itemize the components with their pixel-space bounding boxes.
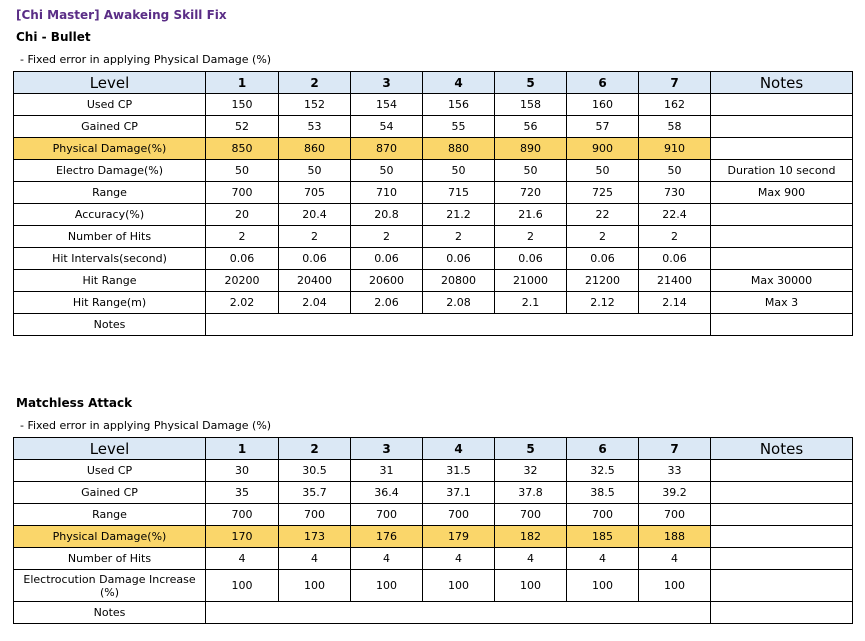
table-row — [14, 526, 853, 548]
row-label: Accuracy(%) — [14, 204, 206, 226]
table-row — [14, 94, 853, 116]
row-value: 100 — [639, 570, 711, 602]
row-value: 100 — [351, 570, 423, 602]
row-value: 57 — [567, 116, 639, 138]
row-value: 100 — [567, 570, 639, 602]
row-value: 170 — [206, 526, 279, 548]
row-value: 37.1 — [423, 482, 495, 504]
table-row — [14, 182, 853, 204]
row-value: 50 — [495, 160, 567, 182]
row-label: Electrocution Damage Increase (%) — [14, 570, 206, 602]
row-value: 32 — [495, 460, 567, 482]
skill-table — [13, 437, 853, 624]
row-value: 730 — [639, 182, 711, 204]
header-level-1: 1 — [206, 438, 279, 460]
row-value: 156 — [423, 94, 495, 116]
header-level-4: 4 — [423, 72, 495, 94]
row-value: 154 — [351, 94, 423, 116]
header-level-5: 5 — [495, 438, 567, 460]
row-note — [711, 504, 853, 526]
row-value: 160 — [567, 94, 639, 116]
row-value: 2.04 — [279, 292, 351, 314]
header-level: Level — [14, 438, 206, 460]
row-value: 30 — [206, 460, 279, 482]
row-value: 58 — [639, 116, 711, 138]
row-value: 50 — [206, 160, 279, 182]
row-value: 20400 — [279, 270, 351, 292]
table-row — [14, 482, 853, 504]
row-value: 715 — [423, 182, 495, 204]
row-value: 4 — [351, 548, 423, 570]
page-title: [Chi Master] Awakeing Skill Fix — [16, 8, 227, 22]
row-value: 2.12 — [567, 292, 639, 314]
table-row — [14, 292, 853, 314]
row-value: 2 — [423, 226, 495, 248]
row-note — [711, 138, 853, 160]
row-value: 176 — [351, 526, 423, 548]
row-value: 705 — [279, 182, 351, 204]
table-row — [14, 504, 853, 526]
section-title: Matchless Attack — [16, 396, 133, 410]
notes-row-extra — [711, 314, 853, 336]
header-row — [14, 72, 853, 94]
row-value: 4 — [639, 548, 711, 570]
row-value: 4 — [567, 548, 639, 570]
row-value: 20.4 — [279, 204, 351, 226]
table-row — [14, 270, 853, 292]
row-value: 0.06 — [279, 248, 351, 270]
row-value: 2 — [639, 226, 711, 248]
row-value: 50 — [639, 160, 711, 182]
row-value: 700 — [206, 504, 279, 526]
row-value: 20 — [206, 204, 279, 226]
row-value: 150 — [206, 94, 279, 116]
row-value: 2 — [495, 226, 567, 248]
row-value: 22 — [567, 204, 639, 226]
row-label: Hit Range(m) — [14, 292, 206, 314]
row-note — [711, 94, 853, 116]
row-value: 32.5 — [567, 460, 639, 482]
row-value: 33 — [639, 460, 711, 482]
row-value: 0.06 — [206, 248, 279, 270]
row-value: 20200 — [206, 270, 279, 292]
row-value: 38.5 — [567, 482, 639, 504]
row-note — [711, 548, 853, 570]
row-value: 31.5 — [423, 460, 495, 482]
row-value: 2.08 — [423, 292, 495, 314]
row-value: 50 — [423, 160, 495, 182]
notes-row-extra — [711, 602, 853, 624]
section-note: - Fixed error in applying Physical Damage (%) — [20, 419, 272, 432]
row-value: 890 — [495, 138, 567, 160]
row-value: 2.1 — [495, 292, 567, 314]
row-value: 0.06 — [639, 248, 711, 270]
row-value: 20800 — [423, 270, 495, 292]
table-row — [14, 570, 853, 602]
row-value: 710 — [351, 182, 423, 204]
row-value: 725 — [567, 182, 639, 204]
row-value: 100 — [495, 570, 567, 602]
row-value: 21000 — [495, 270, 567, 292]
table-row — [14, 116, 853, 138]
row-value: 50 — [567, 160, 639, 182]
row-value: 36.4 — [351, 482, 423, 504]
row-value: 700 — [639, 504, 711, 526]
notes-row-content — [206, 314, 711, 336]
row-value: 188 — [639, 526, 711, 548]
row-label: Gained CP — [14, 482, 206, 504]
row-value: 35.7 — [279, 482, 351, 504]
table-row — [14, 160, 853, 182]
row-value: 21.2 — [423, 204, 495, 226]
row-label: Hit Range — [14, 270, 206, 292]
row-value: 52 — [206, 116, 279, 138]
row-value: 182 — [495, 526, 567, 548]
row-value: 21200 — [567, 270, 639, 292]
row-value: 700 — [423, 504, 495, 526]
table-row — [14, 226, 853, 248]
row-label: Used CP — [14, 460, 206, 482]
row-value: 700 — [495, 504, 567, 526]
row-label: Physical Damage(%) — [14, 138, 206, 160]
row-note: Duration 10 second — [711, 160, 853, 182]
row-value: 179 — [423, 526, 495, 548]
row-label: Range — [14, 504, 206, 526]
row-value: 700 — [567, 504, 639, 526]
row-value: 20.8 — [351, 204, 423, 226]
row-value: 700 — [206, 182, 279, 204]
row-note: Max 3 — [711, 292, 853, 314]
row-label: Number of Hits — [14, 548, 206, 570]
row-value: 900 — [567, 138, 639, 160]
row-value: 50 — [279, 160, 351, 182]
row-note — [711, 248, 853, 270]
row-value: 4 — [495, 548, 567, 570]
row-note: Max 30000 — [711, 270, 853, 292]
header-level-5: 5 — [495, 72, 567, 94]
row-note — [711, 226, 853, 248]
header-notes: Notes — [711, 72, 853, 94]
row-value: 4 — [423, 548, 495, 570]
row-value: 100 — [423, 570, 495, 602]
header-level-3: 3 — [351, 72, 423, 94]
row-value: 31 — [351, 460, 423, 482]
row-value: 22.4 — [639, 204, 711, 226]
header-notes: Notes — [711, 438, 853, 460]
row-value: 56 — [495, 116, 567, 138]
row-label: Number of Hits — [14, 226, 206, 248]
row-value: 4 — [206, 548, 279, 570]
row-value: 850 — [206, 138, 279, 160]
notes-row-label: Notes — [14, 602, 206, 624]
header-level-4: 4 — [423, 438, 495, 460]
row-value: 152 — [279, 94, 351, 116]
row-value: 100 — [279, 570, 351, 602]
notes-row-content — [206, 602, 711, 624]
row-value: 54 — [351, 116, 423, 138]
row-note — [711, 482, 853, 504]
header-level: Level — [14, 72, 206, 94]
row-note: Max 900 — [711, 182, 853, 204]
row-value: 2.06 — [351, 292, 423, 314]
row-label: Used CP — [14, 94, 206, 116]
header-level-6: 6 — [567, 438, 639, 460]
header-level-1: 1 — [206, 72, 279, 94]
notes-row-label: Notes — [14, 314, 206, 336]
header-level-7: 7 — [639, 72, 711, 94]
row-value: 870 — [351, 138, 423, 160]
row-value: 700 — [279, 504, 351, 526]
row-value: 0.06 — [423, 248, 495, 270]
row-value: 50 — [351, 160, 423, 182]
notes-row — [14, 314, 853, 336]
row-value: 2.14 — [639, 292, 711, 314]
row-value: 30.5 — [279, 460, 351, 482]
row-value: 860 — [279, 138, 351, 160]
table-row — [14, 460, 853, 482]
row-label: Hit Intervals(second) — [14, 248, 206, 270]
row-value: 53 — [279, 116, 351, 138]
header-level-7: 7 — [639, 438, 711, 460]
row-value: 21.6 — [495, 204, 567, 226]
row-value: 20600 — [351, 270, 423, 292]
row-value: 2 — [351, 226, 423, 248]
row-value: 700 — [351, 504, 423, 526]
row-value: 0.06 — [495, 248, 567, 270]
row-note — [711, 204, 853, 226]
row-note — [711, 570, 853, 602]
row-value: 2 — [279, 226, 351, 248]
row-value: 55 — [423, 116, 495, 138]
table-row — [14, 248, 853, 270]
row-value: 173 — [279, 526, 351, 548]
table-row — [14, 548, 853, 570]
row-value: 185 — [567, 526, 639, 548]
row-value: 0.06 — [351, 248, 423, 270]
row-value: 100 — [206, 570, 279, 602]
row-value: 2 — [206, 226, 279, 248]
row-value: 39.2 — [639, 482, 711, 504]
row-value: 4 — [279, 548, 351, 570]
row-value: 880 — [423, 138, 495, 160]
row-value: 0.06 — [567, 248, 639, 270]
row-note — [711, 526, 853, 548]
section-note: - Fixed error in applying Physical Damage (%) — [20, 53, 272, 66]
header-level-2: 2 — [279, 72, 351, 94]
row-value: 37.8 — [495, 482, 567, 504]
row-value: 2.02 — [206, 292, 279, 314]
row-value: 21400 — [639, 270, 711, 292]
row-value: 910 — [639, 138, 711, 160]
row-label: Physical Damage(%) — [14, 526, 206, 548]
skill-table — [13, 71, 853, 336]
row-note — [711, 116, 853, 138]
header-level-2: 2 — [279, 438, 351, 460]
row-value: 720 — [495, 182, 567, 204]
row-value: 2 — [567, 226, 639, 248]
row-value: 35 — [206, 482, 279, 504]
row-label: Electro Damage(%) — [14, 160, 206, 182]
table-row — [14, 204, 853, 226]
section-title: Chi - Bullet — [16, 30, 91, 44]
notes-row — [14, 602, 853, 624]
row-value: 162 — [639, 94, 711, 116]
row-value: 158 — [495, 94, 567, 116]
row-label: Gained CP — [14, 116, 206, 138]
row-note — [711, 460, 853, 482]
header-row — [14, 438, 853, 460]
row-label: Range — [14, 182, 206, 204]
table-row — [14, 138, 853, 160]
header-level-6: 6 — [567, 72, 639, 94]
header-level-3: 3 — [351, 438, 423, 460]
